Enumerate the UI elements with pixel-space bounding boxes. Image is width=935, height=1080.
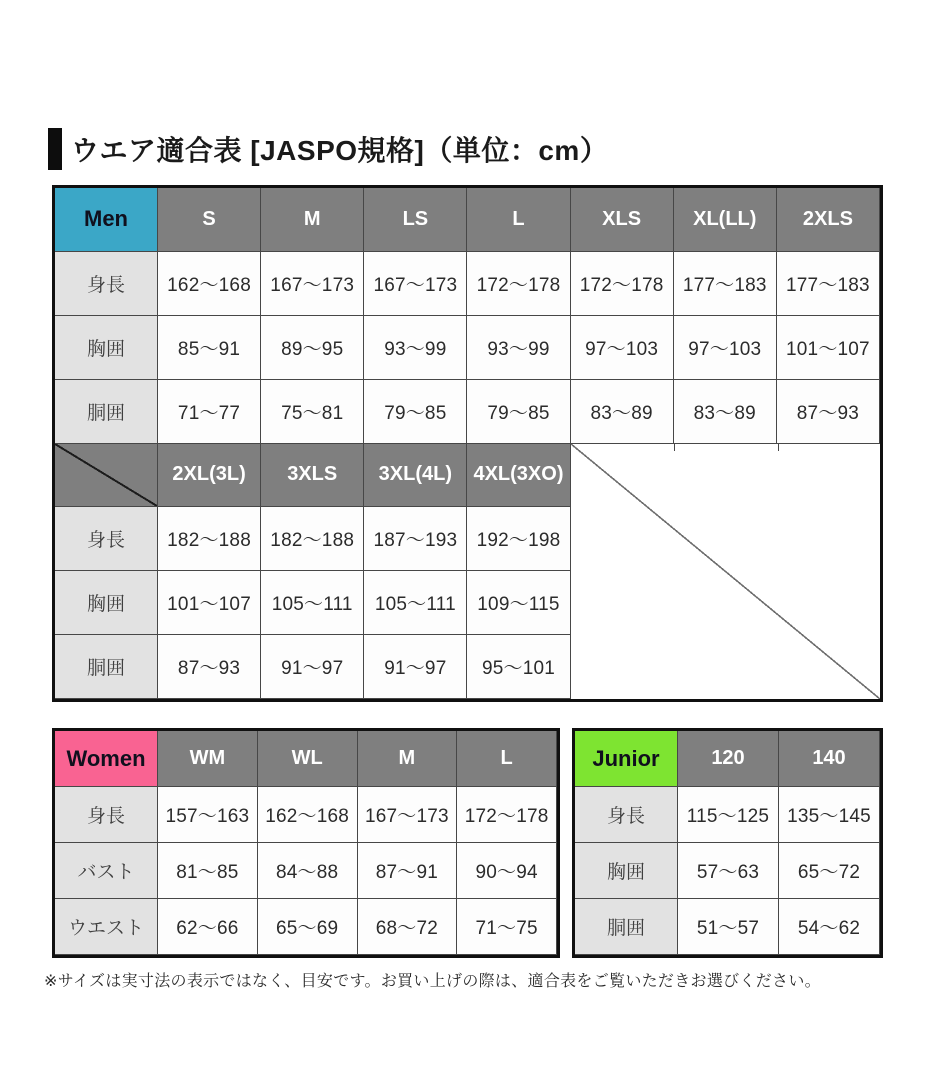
value-cell: 93〜99	[467, 316, 570, 380]
value-cell: 90〜94	[457, 843, 557, 899]
value-cell: 172〜178	[467, 252, 570, 316]
size-header-cell: S	[158, 188, 261, 252]
value-cell: 71〜77	[158, 380, 261, 444]
size-disclaimer-note: ※サイズは実寸法の表示ではなく、目安です。お買い上げの際は、適合表をご覧いただきお選びください。	[44, 973, 821, 990]
value-cell: 135〜145	[779, 787, 880, 843]
value-cell: 93〜99	[364, 316, 467, 380]
junior-corner-cell: Junior	[575, 731, 678, 787]
size-header-cell: 2XL(3L)	[158, 444, 261, 508]
value-cell: 62〜66	[158, 899, 258, 955]
value-cell: 91〜97	[261, 635, 364, 699]
measure-label-cell: 身長	[55, 787, 158, 843]
value-cell: 57〜63	[678, 843, 779, 899]
value-cell: 97〜103	[571, 316, 674, 380]
value-cell: 182〜188	[158, 507, 261, 571]
women-corner-cell: Women	[55, 731, 158, 787]
size-header-cell: 3XLS	[261, 444, 364, 508]
value-cell: 79〜85	[467, 380, 570, 444]
value-cell: 89〜95	[261, 316, 364, 380]
value-cell: 87〜93	[777, 380, 880, 444]
diagonal-corner-cell	[55, 444, 158, 508]
size-header-cell: L	[467, 188, 570, 252]
value-cell: 54〜62	[779, 899, 880, 955]
value-cell: 83〜89	[674, 380, 777, 444]
men-corner-cell: Men	[55, 188, 158, 252]
size-header-cell: 4XL(3XO)	[467, 444, 570, 508]
measure-label-cell: 胴囲	[55, 380, 158, 444]
empty-diagonal-cell	[571, 444, 880, 700]
value-cell: 84〜88	[258, 843, 358, 899]
value-cell: 91〜97	[364, 635, 467, 699]
value-cell: 79〜85	[364, 380, 467, 444]
value-cell: 81〜85	[158, 843, 258, 899]
value-cell: 187〜193	[364, 507, 467, 571]
women-size-table	[52, 728, 560, 958]
page-title-text: ウエア適合表 [JASPO規格]（単位：cm）	[71, 135, 609, 166]
value-cell: 177〜183	[674, 252, 777, 316]
value-cell: 71〜75	[457, 899, 557, 955]
measure-label-cell: 胴囲	[55, 635, 158, 699]
value-cell: 157〜163	[158, 787, 258, 843]
title-bar-marker-icon	[48, 128, 62, 170]
size-header-cell: 2XLS	[777, 188, 880, 252]
measure-label-cell: バスト	[55, 843, 158, 899]
value-cell: 75〜81	[261, 380, 364, 444]
value-cell: 65〜72	[779, 843, 880, 899]
value-cell: 87〜93	[158, 635, 261, 699]
value-cell: 167〜173	[261, 252, 364, 316]
value-cell: 87〜91	[358, 843, 458, 899]
measure-label-cell: 胸囲	[55, 316, 158, 380]
size-header-cell: WM	[158, 731, 258, 787]
value-cell: 172〜178	[571, 252, 674, 316]
size-header-cell: L	[457, 731, 557, 787]
value-cell: 182〜188	[261, 507, 364, 571]
size-header-cell: M	[358, 731, 458, 787]
value-cell: 115〜125	[678, 787, 779, 843]
measure-label-cell: 身長	[55, 507, 158, 571]
value-cell: 109〜115	[467, 571, 570, 635]
value-cell: 65〜69	[258, 899, 358, 955]
value-cell: 172〜178	[457, 787, 557, 843]
value-cell: 51〜57	[678, 899, 779, 955]
value-cell: 101〜107	[777, 316, 880, 380]
size-header-cell: 3XL(4L)	[364, 444, 467, 508]
value-cell: 192〜198	[467, 507, 570, 571]
value-cell: 101〜107	[158, 571, 261, 635]
size-header-cell: 120	[678, 731, 779, 787]
measure-label-cell: ウエスト	[55, 899, 158, 955]
page-title	[48, 128, 608, 170]
grid-stub	[778, 444, 779, 451]
size-header-cell: 140	[779, 731, 880, 787]
size-header-cell: XL(LL)	[674, 188, 777, 252]
value-cell: 85〜91	[158, 316, 261, 380]
measure-label-cell: 胸囲	[575, 843, 678, 899]
value-cell: 105〜111	[364, 571, 467, 635]
size-header-cell: LS	[364, 188, 467, 252]
value-cell: 83〜89	[571, 380, 674, 444]
men-size-table	[52, 185, 883, 702]
grid-stub	[674, 444, 675, 451]
value-cell: 95〜101	[467, 635, 570, 699]
size-header-cell: M	[261, 188, 364, 252]
measure-label-cell: 身長	[55, 252, 158, 316]
measure-label-cell: 胴囲	[575, 899, 678, 955]
value-cell: 162〜168	[158, 252, 261, 316]
size-header-cell: WL	[258, 731, 358, 787]
value-cell: 167〜173	[358, 787, 458, 843]
measure-label-cell: 胸囲	[55, 571, 158, 635]
junior-size-table	[572, 728, 883, 958]
value-cell: 105〜111	[261, 571, 364, 635]
value-cell: 167〜173	[364, 252, 467, 316]
size-header-cell: XLS	[571, 188, 674, 252]
value-cell: 97〜103	[674, 316, 777, 380]
value-cell: 162〜168	[258, 787, 358, 843]
value-cell: 177〜183	[777, 252, 880, 316]
measure-label-cell: 身長	[575, 787, 678, 843]
value-cell: 68〜72	[358, 899, 458, 955]
